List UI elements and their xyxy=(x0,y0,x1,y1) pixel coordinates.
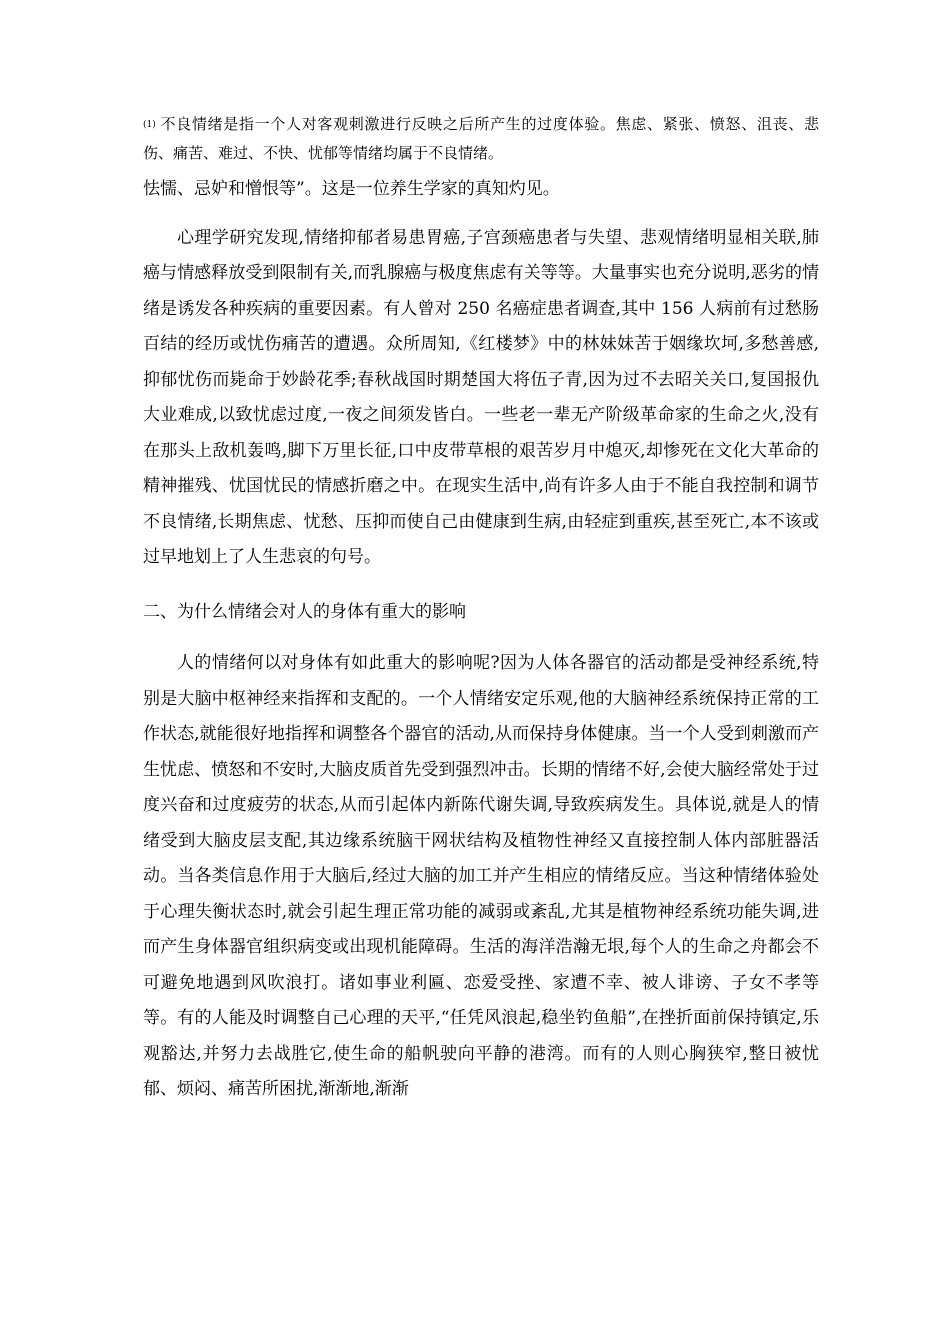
continuation-line: 怯懦、忌妒和憎恨等”。这是一位养生学家的真知灼见。 xyxy=(143,179,560,199)
footnote-text: 不良情绪是指一个人对客观刺激进行反映之后所产生的过度体验。焦虑、紧张、愤怒、沮丧、悲伤、痛苦、难过、不快、忧郁等情绪均属于不良情绪。 xyxy=(143,115,819,162)
footnote-mark: (1) xyxy=(143,120,156,130)
paragraph-psychology-research: 心理学研究发现,情绪抑郁者易患胃癌,子宫颈癌患者与失望、悲观情绪明显相关联,肺癌与情感释放受到限制有关,而乳腺癌与极度焦虑有关等等。大量事实也充分说明,恶劣的情绪是诱发各种疾病的重要因素。有人曾对 250 名癌症患者调查,其中 156 人病前有过愁肠百结的经历或忧伤痛苦的遭遇。众所周知,《红楼梦》中的林妹妹苦于姻缘坎坷,多愁善感,抑郁忧伤而毙命于妙龄花季;春秋战国时期楚国大将伍子青,因为过不去昭关关口,复国报仇大业难成,以致忧虑过度,一夜之间须发皆白。一些老一辈无产阶级革命家的生命之火,没有在那头上敌机轰鸣,脚下万里长征,口中皮带草根的艰苦岁月中熄灭,却惨死在文化大革命的精神摧残、忧国忧民的情感折磨之中。在现实生活中,尚有许多人由于不能自我控制和调节不良情绪,长期焦虑、忧愁、压抑而使自己由健康到生病,由轻症到重疾,甚至死亡,本不该或过早地划上了人生悲哀的句号。 xyxy=(143,227,819,567)
footnote xyxy=(143,110,819,167)
paragraph-emotion-influence: 人的情绪何以对身体有如此重大的影响呢?因为人体各器官的活动都是受神经系统,特别是大脑中枢神经来指挥和支配的。一个人情绪安定乐观,他的大脑神经系统保持正常的工作状态,就能很好地指挥和调整各个器官的活动,从而保持身体健康。当一个人受到刺激而产生忧虑、愤怒和不安时,大脑皮质首先受到强烈冲击。长期的情绪不好,会使大脑经常处于过度兴奋和过度疲劳的状态,从而引起体内新陈代谢失调,导致疾病发生。具体说,就是人的情绪受到大脑皮层支配,其边缘系统脑干网状结构及植物性神经又直接控制人体内部脏器活动。当各类信息作用于大脑后,经过大脑的加工并产生相应的情绪反应。当这种情绪体验处于心理失衡状态时,就会引起生理正常功能的减弱或紊乱,尤其是植物神经系统功能失调,进而产生身体器官组织病变或出现机能障碍。生活的海洋浩瀚无垠,每个人的生命之舟都会不可避免地遇到风吹浪打。诸如事业利匾、恋爱受挫、家遭不幸、被人诽谤、子女不孝等等。有的人能及时调整自己心理的天平,“任凭风浪起,稳坐钓鱼船”,在挫折面前保持镇定,乐观豁达,并努力去战胜它,使生命的船帆驶向平静的港湾。而有的人则心胸狭窄,整日被忧郁、烦闷、痛苦所困扰,渐渐地,渐渐 xyxy=(143,653,819,1099)
section-heading: 二、为什么情绪会对人的身体有重大的影响 xyxy=(143,601,466,622)
document-page xyxy=(143,110,819,1108)
